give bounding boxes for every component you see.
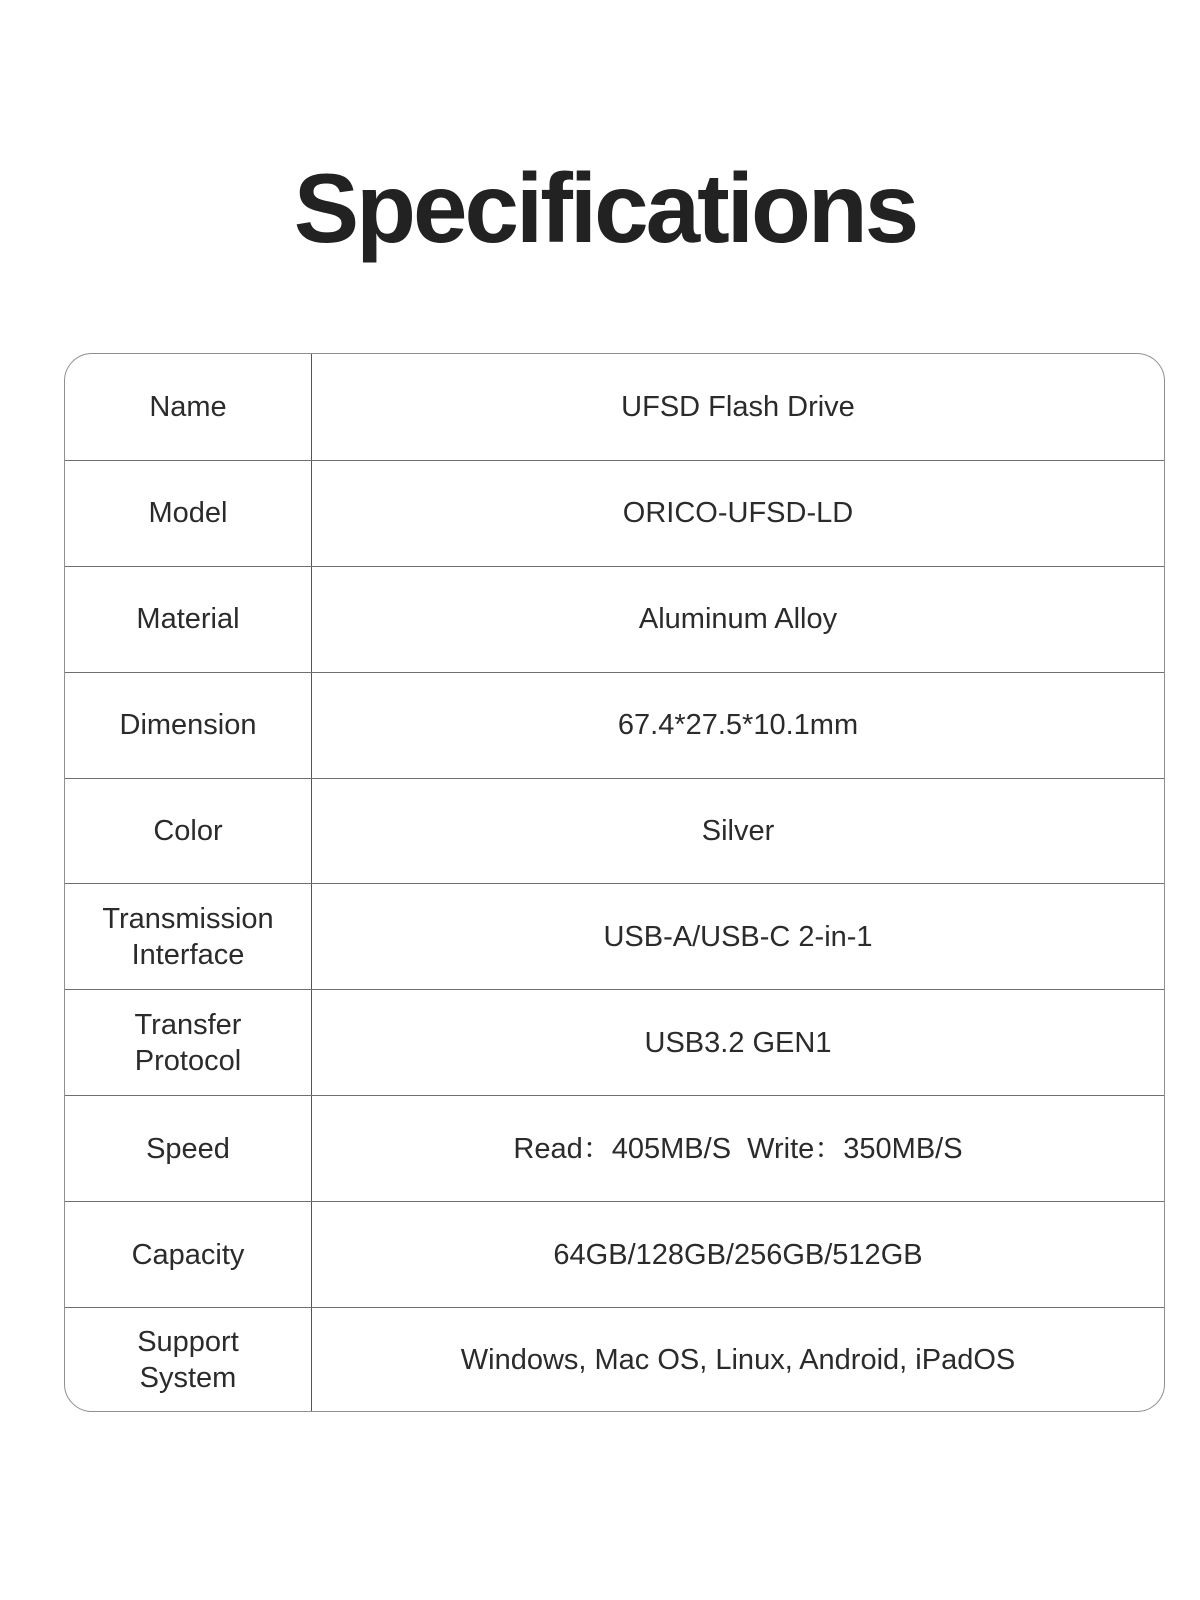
spec-value-cell bbox=[312, 354, 1164, 460]
spec-label-name: Name bbox=[149, 390, 227, 423]
spec-value-transmission-interface: USB-A/USB-C 2-in-1 bbox=[603, 920, 873, 953]
spec-value-transfer-protocol: USB3.2 GEN1 bbox=[644, 1026, 832, 1059]
spec-label-cell bbox=[65, 884, 312, 989]
spec-label-cell bbox=[65, 1202, 312, 1307]
spec-label-cell bbox=[65, 567, 312, 672]
spec-value-dimension: 67.4*27.5*10.1mm bbox=[617, 709, 859, 742]
spec-value-model: ORICO-UFSD-LD bbox=[622, 497, 854, 530]
spec-value-cell bbox=[312, 461, 1164, 566]
spec-row-name bbox=[65, 354, 1164, 460]
spec-value-cell bbox=[312, 779, 1164, 884]
spec-row-material bbox=[65, 566, 1164, 672]
spec-label-cell bbox=[65, 779, 312, 884]
spec-label-cell bbox=[65, 354, 312, 460]
spec-label-cell bbox=[65, 461, 312, 566]
spec-row-color bbox=[65, 778, 1164, 884]
spec-label-model: Model bbox=[148, 497, 228, 530]
spec-value-cell bbox=[312, 1308, 1164, 1412]
spec-label-cell bbox=[65, 990, 312, 1095]
spec-value-color: Silver bbox=[701, 815, 775, 847]
spec-label-cell bbox=[65, 1308, 312, 1412]
spec-row-dimension bbox=[65, 672, 1164, 778]
spec-value-cell bbox=[312, 1202, 1164, 1307]
spec-value-material: Aluminum Alloy bbox=[638, 603, 838, 636]
spec-row-transmission-interface bbox=[65, 883, 1164, 989]
spec-label-transmission-interface: Transmission Interface bbox=[102, 902, 274, 971]
spec-value-name: UFSD Flash Drive bbox=[621, 390, 855, 423]
spec-row-capacity bbox=[65, 1201, 1164, 1307]
spec-value-speed: Read：405MB/S Write：350MB/S bbox=[513, 1132, 963, 1165]
spec-value-support-system: Windows, Mac OS, Linux, Android, iPadOS bbox=[460, 1344, 1016, 1377]
spec-label-speed: Speed bbox=[146, 1132, 230, 1165]
spec-label-cell bbox=[65, 673, 312, 778]
spec-label-transfer-protocol: Transfer Protocol bbox=[134, 1008, 242, 1077]
spec-label-capacity: Capacity bbox=[131, 1238, 245, 1271]
spec-value-cell bbox=[312, 884, 1164, 989]
spec-label-color: Color bbox=[153, 815, 223, 847]
spec-label-cell bbox=[65, 1096, 312, 1201]
spec-row-model bbox=[65, 460, 1164, 566]
spec-value-cell bbox=[312, 990, 1164, 1095]
spec-label-dimension: Dimension bbox=[119, 709, 257, 742]
page-title: Specifications bbox=[293, 153, 917, 263]
spec-value-cell bbox=[312, 1096, 1164, 1201]
spec-value-cell bbox=[312, 673, 1164, 778]
spec-label-support-system: Support System bbox=[137, 1326, 239, 1395]
spec-value-cell bbox=[312, 567, 1164, 672]
spec-label-material: Material bbox=[136, 603, 240, 636]
spec-row-speed bbox=[65, 1095, 1164, 1201]
spec-row-transfer-protocol bbox=[65, 989, 1164, 1095]
spec-row-support-system bbox=[65, 1307, 1164, 1412]
spec-table bbox=[64, 353, 1165, 1412]
spec-value-capacity: 64GB/128GB/256GB/512GB bbox=[553, 1238, 923, 1271]
